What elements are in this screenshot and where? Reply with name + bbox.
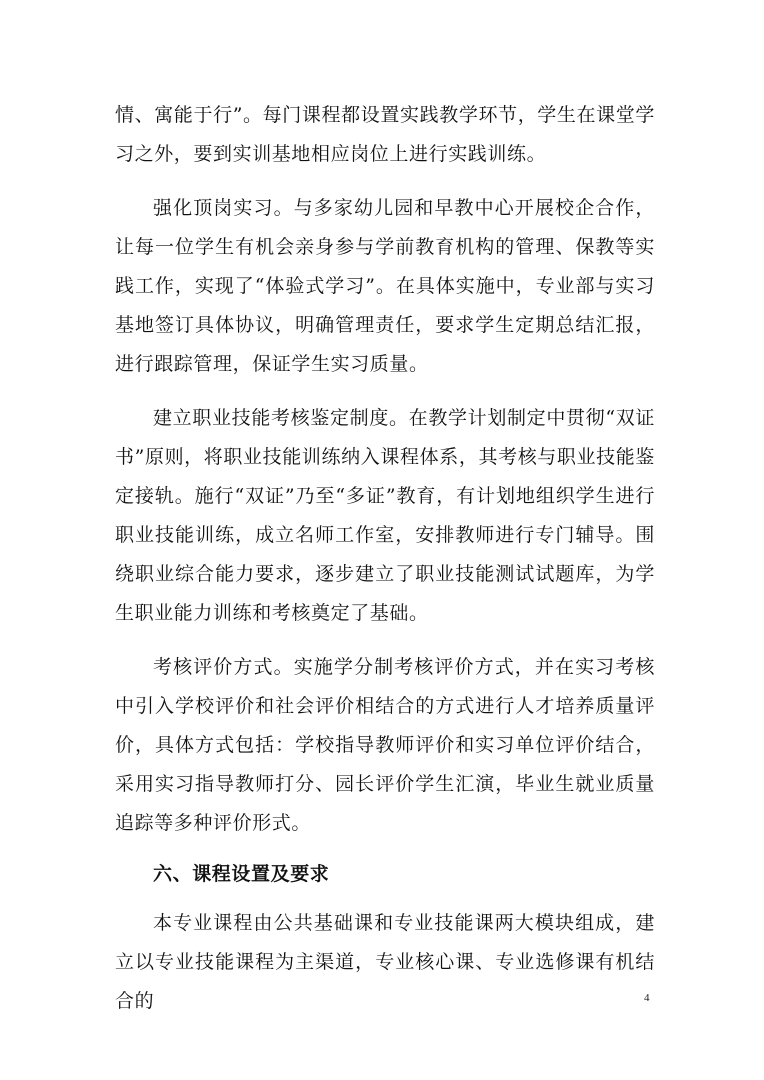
paragraph-curriculum: 本专业课程由公共基础课和专业技能课两大模块组成，建立以专业技能课程为主渠道，专业核心课、专业选修课有机结合的 bbox=[115, 912, 655, 1012]
paragraph-practice-teaching: 情、寓能于行”。每门课程都设置实践教学环节，学生在课堂学习之外，要到实训基地相应岗位上进行实践训练。 bbox=[115, 104, 655, 165]
paragraph-skill-assessment: 建立职业技能考核鉴定制度。在教学计划制定中贯彻“双证书”原则，将职业技能训练纳入课程体系，其考核与职业技能鉴定接轨。施行“双证”乃至“多证”教育，有计划地组织学生进行职业技能训练，成立名师工作室，安排教师进行专门辅导。围绕职业综合能力要求，逐步建立了职业技能测试试题库，为学生职业能力训练和考核奠定了基础。 bbox=[115, 407, 655, 624]
section-heading: 六、课程设置及要求 bbox=[153, 863, 330, 885]
paragraph-evaluation-method: 考核评价方式。实施学分制考核评价方式，并在实习考核中引入学校评价和社会评价相结合的方式进行人才培养质量评价，具体方式包括：学校指导教师评价和实习单位评价结合，采用实习指导教师打分、园长评价学生汇演，毕业生就业质量追踪等多种评价形式。 bbox=[115, 656, 655, 834]
paragraph-internship: 强化顶岗实习。与多家幼儿园和早教中心开展校企合作，让每一位学生有机会亲身参与学前教育机构的管理、保教等实践工作，实现了“体验式学习”。在具体实施中，专业部与实习基地签订具体协议，明确管理责任，要求学生定期总结汇报，进行跟踪管理，保证学生实习质量。 bbox=[115, 197, 655, 375]
page-number: 4 bbox=[644, 992, 650, 1004]
